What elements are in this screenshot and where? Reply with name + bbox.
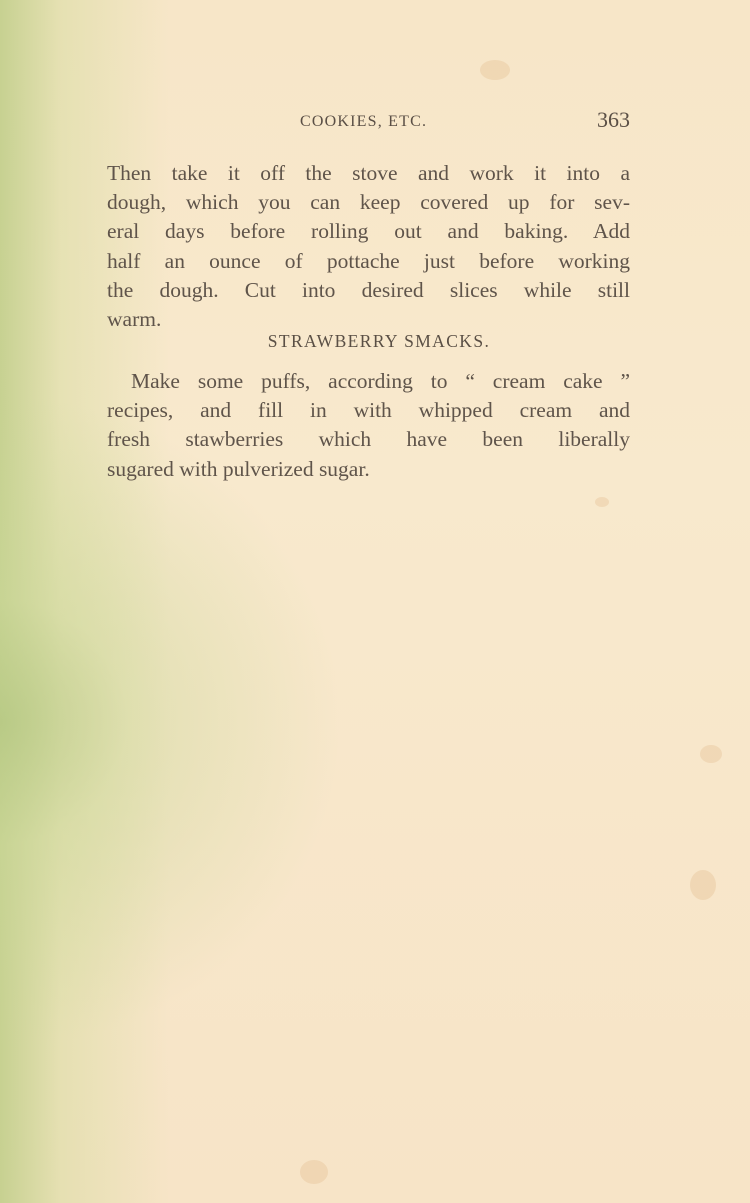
paper-spot (595, 497, 609, 507)
text-line: the dough. Cut into desired slices while still (107, 277, 630, 302)
paper-spot (690, 870, 716, 900)
paper-spot (480, 60, 510, 80)
text-line: Make some puffs, according to “ cream cake ” (131, 369, 630, 393)
text-line: sugared with pulverized sugar. (107, 456, 370, 481)
text-line: warm. (107, 307, 162, 332)
text-line: recipes, and fill in with whipped cream and (107, 398, 630, 423)
text-line: Then take it off the stove and work it into a (107, 161, 630, 185)
recipe-paragraph (107, 367, 630, 484)
text-line: dough, which you can keep covered up for sev- (107, 190, 630, 215)
text-line: eral days before rolling out and baking. Add (107, 219, 630, 244)
text-line: half an ounce of pottache just before working (107, 248, 630, 273)
text-line: fresh stawberries which have been liberally (107, 427, 630, 452)
running-head: COOKIES, ETC. (300, 113, 428, 130)
paper-spot (300, 1160, 328, 1184)
page-number: 363 (597, 107, 630, 132)
paper-spot (700, 745, 722, 763)
recipe-heading: STRAWBERRY SMACKS. (267, 331, 491, 351)
paragraph-continued (107, 159, 630, 334)
